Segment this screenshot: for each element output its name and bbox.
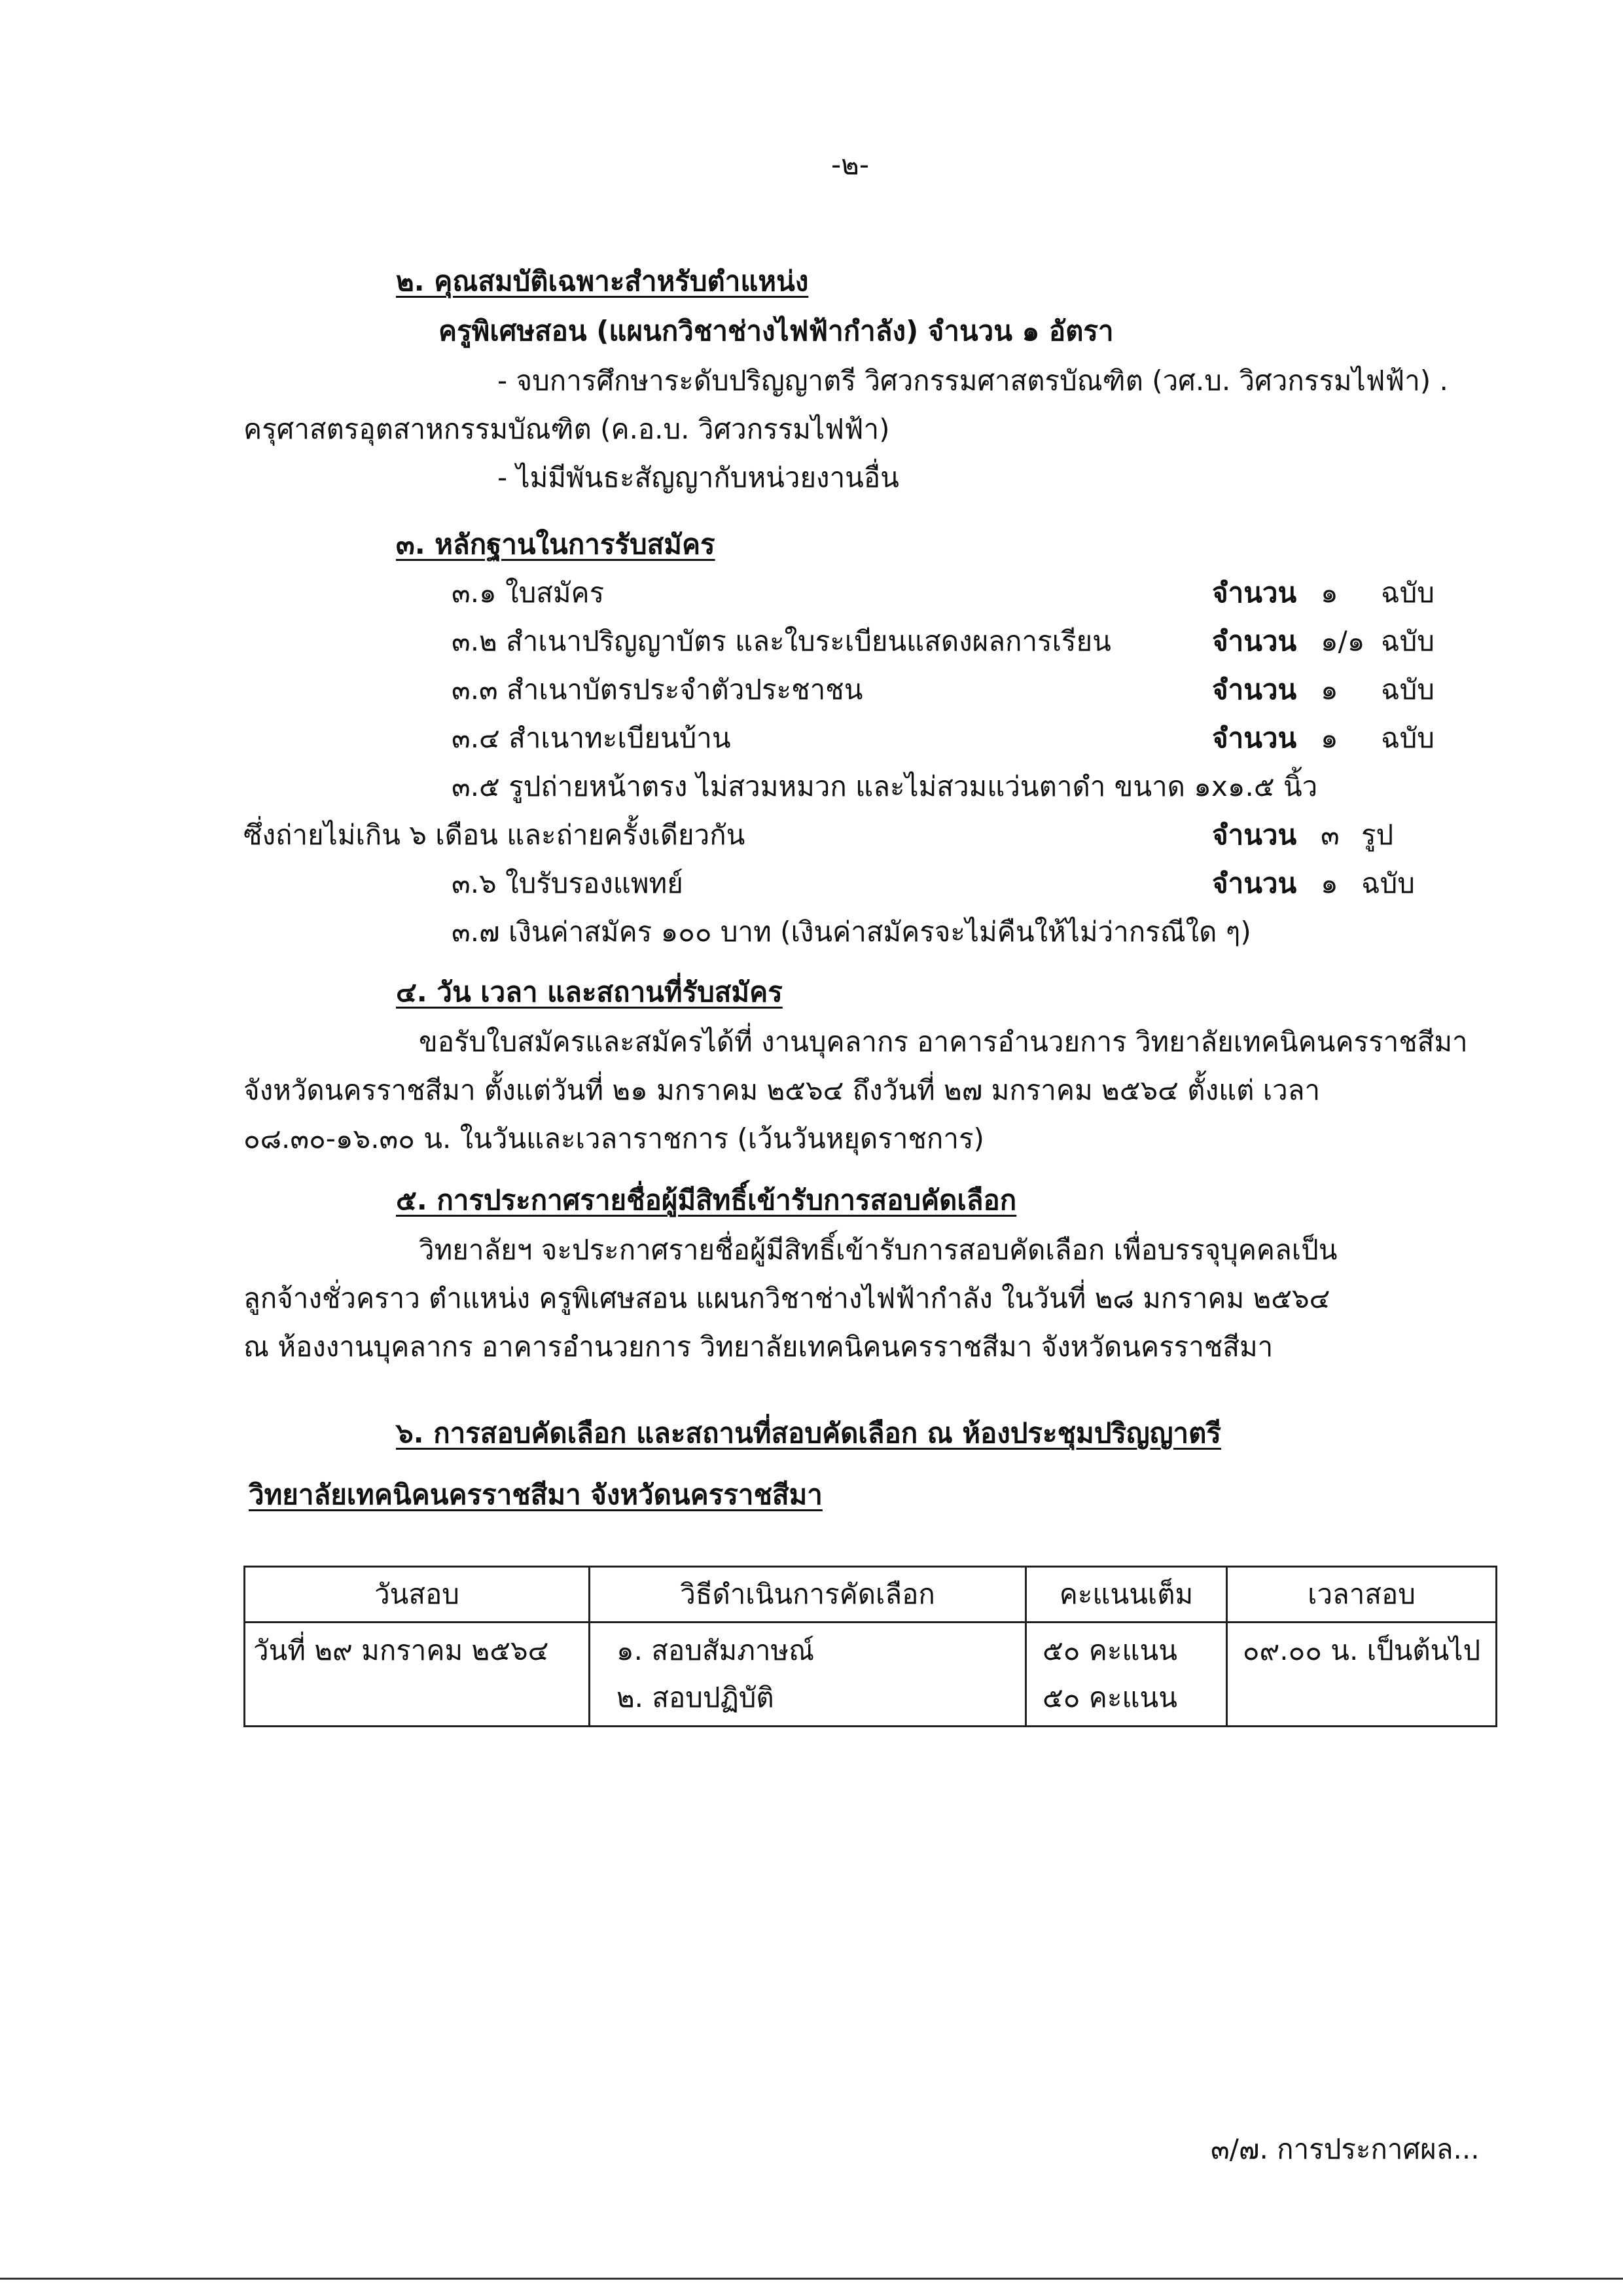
- section-6-subheading: วิทยาลัยเทคนิคนครราชสีมา จังหวัดนครราชสีมา: [249, 1479, 823, 1511]
- item-text-line-1: ๓.๕ รูปถ่ายหน้าตรง ไม่สวมหมวก และไม่สวมแว่นตาดำ ขนาด ๑x๑.๕ นิ้ว: [452, 770, 1318, 802]
- exam-time-cell: [1227, 1623, 1497, 1727]
- item-text: ๓.๔ สำเนาทะเบียนบ้าน: [452, 722, 731, 754]
- section-5-line-2: ลูกจ้างชั่วคราว ตำแหน่ง ครูพิเศษสอน แผนกวิชาช่างไฟฟ้ากำลัง ในวันที่ ๒๘ มกราคม ๒๕๖๔: [243, 1282, 1330, 1314]
- quantity-label: จำนวน: [1212, 722, 1297, 754]
- column-header-time: เวลาสอบ: [1227, 1567, 1497, 1623]
- score-practical: ๕๐ คะแนน: [1043, 1681, 1177, 1713]
- exam-date-cell: [245, 1623, 590, 1727]
- quantity-label: จำนวน: [1212, 819, 1297, 851]
- section-5-line-1: วิทยาลัยฯ จะประกาศรายชื่อผู้มีสิทธิ์เข้ารับการสอบคัดเลือก เพื่อบรรจุบุคคลเป็น: [419, 1234, 1338, 1266]
- section-2-heading: ๒. คุณสมบัติเฉพาะสำหรับตำแหน่ง: [396, 265, 809, 297]
- continuation-note: ๓/๗. การประกาศผล...: [1211, 2133, 1480, 2165]
- quantity-label: จำนวน: [1212, 867, 1297, 899]
- column-header-date: วันสอบ: [245, 1567, 590, 1623]
- quantity-unit: ฉบับ: [1381, 673, 1435, 706]
- quantity-unit: ฉบับ: [1381, 577, 1435, 609]
- bottom-edge-rule: [0, 2278, 1623, 2280]
- exam-score-cell: [1026, 1623, 1227, 1727]
- section-3-heading: ๓. หลักฐานในการรับสมัคร: [396, 528, 715, 560]
- method-interview: ๑. สอบสัมภาษณ์: [616, 1634, 815, 1666]
- quantity-unit: ฉบับ: [1361, 867, 1415, 899]
- quantity-value: ๑/๑: [1321, 625, 1365, 657]
- quantity-unit: รูป: [1361, 819, 1394, 851]
- section-4-heading: ๔. วัน เวลา และสถานที่รับสมัคร: [396, 976, 783, 1008]
- requirement-1-line-2: ครุศาสตรอุตสาหกรรมบัณฑิต (ค.อ.บ. วิศวกรรมไฟฟ้า): [243, 413, 890, 445]
- quantity-unit: ฉบับ: [1381, 722, 1435, 754]
- quantity-value: ๑: [1321, 673, 1338, 706]
- document-item-3-7: ๓.๗ เงินค่าสมัคร ๑๐๐ บาท (เงินค่าสมัครจะไม่คืนให้ไม่ว่ากรณีใด ๆ): [452, 916, 1251, 948]
- section-5-line-3: ณ ห้องงานบุคลากร อาคารอำนวยการ วิทยาลัยเทคนิคนครราชสีมา จังหวัดนครราชสีมา: [243, 1331, 1274, 1363]
- item-text-line-2: ซึ่งถ่ายไม่เกิน ๖ เดือน และถ่ายครั้งเดียวกัน: [243, 819, 745, 851]
- item-text: ๓.๓ สำเนาบัตรประจำตัวประชาชน: [452, 673, 863, 706]
- page-number: -๒-: [831, 149, 869, 181]
- quantity-value: ๑: [1321, 577, 1338, 609]
- requirement-1-line-1: - จบการศึกษาระดับปริญญาตรี วิศวกรรมศาสตรบัณฑิต (วศ.บ. วิศวกรรมไฟฟ้า) .: [497, 365, 1448, 397]
- quantity-value: ๑: [1321, 722, 1338, 754]
- quantity-value: ๓: [1321, 819, 1340, 851]
- requirement-2: - ไม่มีพันธะสัญญากับหน่วยงานอื่น: [497, 461, 899, 493]
- section-4-line-3: ๐๘.๓๐-๑๖.๓๐ น. ในวันและเวลาราชการ (เว้นวันหยุดราชการ): [243, 1122, 984, 1155]
- exam-time: ๐๙.๐๐ น. เป็นต้นไป: [1242, 1634, 1481, 1666]
- item-text: ๓.๒ สำเนาปริญญาบัตร และใบระเบียนแสดงผลการเรียน: [452, 625, 1111, 657]
- exam-schedule-table: [243, 1566, 1497, 1727]
- item-text: ๓.๖ ใบรับรองแพทย์: [452, 867, 683, 899]
- exam-method-cell: [590, 1623, 1026, 1727]
- table-header-row: [245, 1567, 1497, 1623]
- score-interview: ๕๐ คะแนน: [1043, 1634, 1177, 1666]
- quantity-value: ๑: [1321, 867, 1338, 899]
- quantity-label: จำนวน: [1212, 577, 1297, 609]
- table-row: [245, 1623, 1497, 1727]
- item-text: ๓.๑ ใบสมัคร: [452, 577, 605, 609]
- quantity-label: จำนวน: [1212, 625, 1297, 657]
- section-4-line-1: ขอรับใบสมัครและสมัครได้ที่ งานบุคลากร อาคารอำนวยการ วิทยาลัยเทคนิคนครราชสีมา: [419, 1026, 1468, 1058]
- section-4-line-2: จังหวัดนครราชสีมา ตั้งแต่วันที่ ๒๑ มกราคม ๒๕๖๔ ถึงวันที่ ๒๗ มกราคม ๒๕๖๔ ตั้งแต่ เวลา: [243, 1074, 1321, 1106]
- section-6-heading: ๖. การสอบคัดเลือก และสถานที่สอบคัดเลือก ณ ห้องประชุมปริญญาตรี: [396, 1417, 1221, 1449]
- column-header-method: วิธีดำเนินการคัดเลือก: [590, 1567, 1026, 1623]
- column-header-score: คะแนนเต็ม: [1026, 1567, 1227, 1623]
- exam-date: วันที่ ๒๙ มกราคม ๒๕๖๔: [253, 1634, 549, 1666]
- quantity-unit: ฉบับ: [1381, 625, 1435, 657]
- method-practical: ๒. สอบปฏิบัติ: [616, 1681, 774, 1713]
- section-5-heading: ๕. การประกาศรายชื่อผู้มีสิทธิ์เข้ารับการสอบคัดเลือก: [396, 1184, 1017, 1216]
- position-title: ครูพิเศษสอน (แผนกวิชาช่างไฟฟ้ากำลัง) จำนวน ๑ อัตรา: [438, 315, 1114, 347]
- quantity-label: จำนวน: [1212, 673, 1297, 706]
